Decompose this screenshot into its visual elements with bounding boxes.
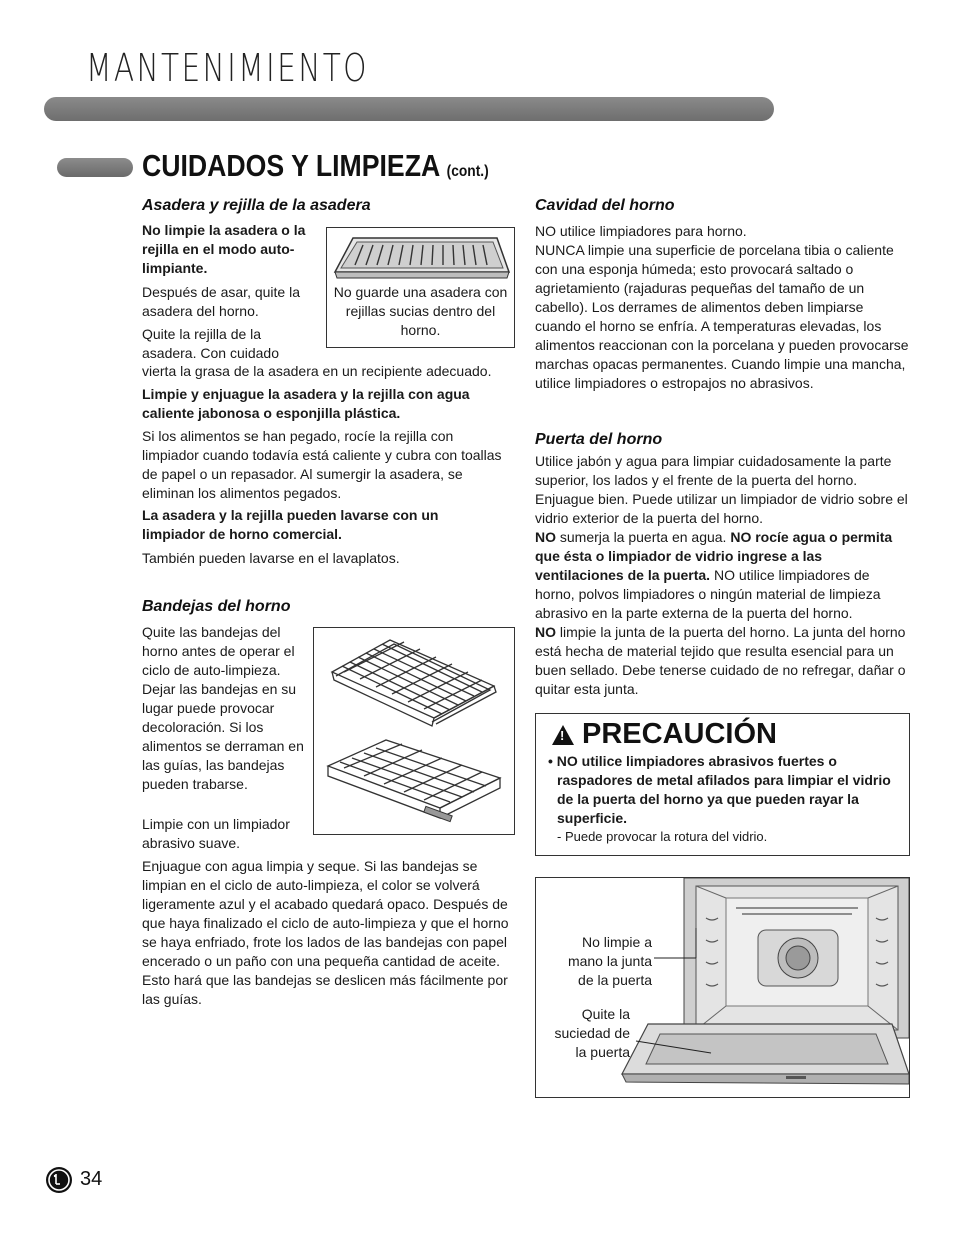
lg-logo-mark (46, 1167, 72, 1193)
page-header-title: MANTENIMIENTO (86, 46, 369, 90)
caution-note: - Puede provocar la rotura del vidrio. (557, 829, 768, 844)
puerta-t4: limpie la junta de la puerta del horno. La junta del horno está hecha de material tejido que resulta esencial para un buen sellado. Debe tenerse cuidado de no refregar, dañar o quitar esta junta. (535, 624, 906, 697)
page-number: 34 (80, 1168, 103, 1190)
asadera-p3: Si los alimentos se han pegado, rocíe la rejilla con limpiador cuando todavía está caliente y cubra con toallas de papel o un repasador. Al sumergir la asadera, se eliminan los alimentos pegados. (142, 428, 502, 501)
header-bar (44, 97, 774, 121)
section-title-text: CUIDADOS Y LIMPIEZA (142, 148, 440, 183)
warning-icon: ! (552, 725, 574, 745)
caution-title (552, 718, 777, 751)
oven-racks-illustration (314, 628, 514, 834)
asadera-bold2: Limpie y enjuague la asadera y la rejilla con agua caliente jabonosa o esponjilla plástica. (142, 386, 470, 421)
asadera-p4: También pueden lavarse en el lavaplatos. (142, 550, 400, 566)
puerta-t3: NO utilice limpiadores de horno, polvos limpiadores o ningún material de limpieza abrasivo en la parte externa de la puerta del horno. (535, 567, 881, 621)
asadera-heading: Asadera y rejilla de la asadera (142, 197, 371, 214)
caution-box (535, 713, 910, 856)
bandejas-heading: Bandejas del horno (142, 598, 291, 615)
figure-label-door: Quite la suciedad de la puerta (554, 1006, 630, 1060)
asadera-bold3: La asadera y la rejilla pueden lavarse con un limpiador de horno comercial. (142, 507, 439, 542)
oven-door-figure (535, 877, 910, 1098)
section-title-cont: (cont.) (446, 163, 489, 180)
broiler-pan-figure (326, 227, 515, 348)
asadera-p2b: vierta la grasa de la asadera en un recipiente adecuado. (142, 363, 492, 379)
broiler-caption: No guarde una asadera con rejillas sucias dentro del horno. (333, 284, 508, 338)
cavidad-p2: NUNCA limpie una superficie de porcelana tibia o caliente con una esponja húmeda; esto provocará saltado o agrietamiento (rajaduras pequeñas del tamaño de un cabello). Los derrames de alimentos deben limpiarse cuando el horno se enfría. A temperaturas elevadas, los alimentos reaccionan con la porcelana y pueden provocarse marchas opacas permanentes. Cuando limpie una mancha, utilice limpiadores o estropajos no abrasivos. (535, 242, 909, 391)
puerta-heading: Puerta del horno (535, 431, 663, 448)
puerta-t1: Utilice jabón y agua para limpiar cuidadosamente la parte superior, los lados y el frente de la puerta del horno. Enjuague bien. Puede utilizar un limpiador de vidrio sobre el vidrio exterior de la puerta del horno. (535, 453, 908, 526)
section-pill (57, 158, 133, 177)
caution-bullet: • NO utilice limpiadores abrasivos fuertes o raspadores de metal afilados para limpiar el vidrio de la puerta del horno ya que pueden rayar la superficie. (548, 753, 891, 826)
bandejas-p1: Quite las bandejas del horno antes de operar el ciclo de auto-limpieza. Dejar las bandejas en su lugar puede provocar decoloración. Si los alimentos se derraman en las guías, las bandejas pueden trabarse. (142, 624, 304, 792)
bandejas-p2: Limpie con un limpiador abrasivo suave. (142, 816, 290, 851)
lg-logo-icon (46, 1167, 72, 1193)
bandejas-p3: Enjuague con agua limpia y seque. Si las bandejas se limpian en el ciclo de auto-limpieza, el color se volverá ligeramente azul y el acabado quedará opaco. Después de que haya finalizado el ciclo de auto-limpieza y que el horno se haya enfriado, frote los lados de las bandejas con papel encerado o un paño con una pequeña cantidad de aceite. Esto hará que las bandejas se deslicen más fácilmente por las guías. (142, 858, 509, 1007)
asadera-p2a: Quite la rejilla de la asadera. Con cuidado (142, 326, 279, 361)
oven-racks-figure (313, 627, 515, 835)
asadera-bold1: No limpie la asadera o la rejilla en el modo auto-limpiante. (142, 222, 306, 276)
puerta-no2: NO (535, 624, 556, 640)
cavidad-p1: NO utilice limpiadores para horno. (535, 223, 747, 239)
puerta-no1: NO (535, 529, 556, 545)
caution-title-text: PRECAUCIÓN (582, 718, 777, 750)
section-title (142, 148, 489, 184)
puerta-t2: sumerja la puerta en agua. (556, 529, 731, 545)
oven-interior-illustration (536, 878, 909, 1097)
puerta-bold1: NO rocíe agua o permita que ésta o limpiador de vidrio ingrese a las ventilaciones de la puerta. (535, 529, 893, 583)
broiler-pan-illustration (327, 228, 514, 288)
asadera-p1: Después de asar, quite la asadera del horno. (142, 284, 300, 319)
figure-label-gasket: No limpie a mano la junta de la puerta (567, 934, 652, 988)
cavidad-heading: Cavidad del horno (535, 197, 675, 214)
puerta-text (535, 452, 910, 699)
